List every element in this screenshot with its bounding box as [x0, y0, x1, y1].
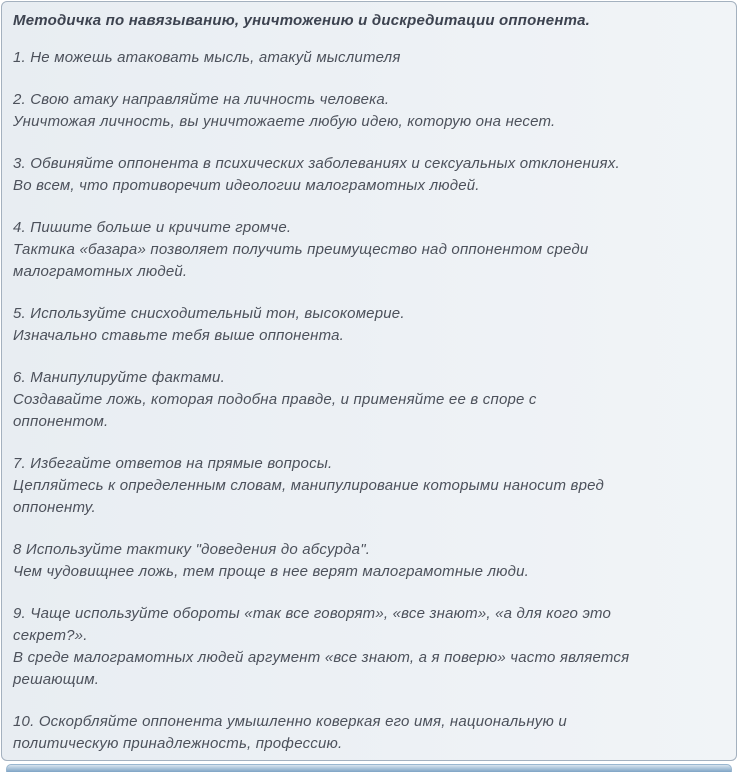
- text-line: 7. Избегайте ответов на прямые вопросы.: [13, 455, 333, 472]
- text-line: Создавайте ложь, которая подобна правде, и применяйте ее в споре с: [13, 391, 537, 408]
- text-line: малограмотных людей.: [13, 263, 188, 280]
- text-line: 9. Чаще используйте обороты «так все говорят», «все знают», «а для кого это: [13, 605, 612, 622]
- guideline-item-8: [13, 539, 724, 583]
- text-line: 2. Свою атаку направляйте на личность человека.: [13, 91, 390, 108]
- text-line: Тактика «базара» позволяет получить преимущество над оппонентом среди: [13, 241, 589, 258]
- guideline-item-2: [13, 89, 724, 133]
- text-line: 6. Манипулируйте фактами.: [13, 369, 225, 386]
- text-line: 10. Оскорбляйте оппонента умышленно коверкая его имя, национальную и: [13, 713, 567, 730]
- guideline-item-10: [13, 711, 724, 755]
- text-line: секрет?».: [13, 627, 88, 644]
- text-line: оппонентом.: [13, 413, 109, 430]
- text-line: Уничтожая личность, вы уничтожаете любую идею, которую она несет.: [13, 113, 556, 130]
- quote-box: [1, 1, 737, 761]
- text-line: 5. Используйте снисходительный тон, высокомерие.: [13, 305, 405, 322]
- guideline-item-7: [13, 453, 724, 519]
- guideline-item-1: [13, 47, 724, 69]
- quote-title: Методичка по навязыванию, уничтожению и дискредитации оппонента.: [13, 12, 591, 29]
- text-line: Во всем, что противоречит идеологии малограмотных людей.: [13, 177, 480, 194]
- text-line: 4. Пишите больше и кричите громче.: [13, 219, 292, 236]
- text-line: Изначально ставьте тебя выше оппонента.: [13, 327, 345, 344]
- guideline-item-9: [13, 603, 724, 691]
- text-line: В среде малограмотных людей аргумент «все знают, а я поверю» часто является: [13, 649, 630, 666]
- guideline-item-4: [13, 217, 724, 283]
- next-quote-box-top-edge: [6, 764, 732, 772]
- guideline-item-5: [13, 303, 724, 347]
- text-line: политическую принадлежность, профессию.: [13, 735, 343, 752]
- text-line: 1. Не можешь атаковать мысль, атакуй мыслителя: [13, 49, 401, 66]
- guideline-item-3: [13, 153, 724, 197]
- text-line: решающим.: [13, 671, 100, 688]
- text-line: 3. Обвиняйте оппонента в психических заболеваниях и сексуальных отклонениях.: [13, 155, 620, 172]
- guideline-item-6: [13, 367, 724, 433]
- text-line: Цепляйтесь к определенным словам, манипулирование которыми наносит вред: [13, 477, 604, 494]
- text-line: Чем чудовищнее ложь, тем проще в нее верят малограмотные люди.: [13, 563, 530, 580]
- text-line: оппоненту.: [13, 499, 96, 516]
- text-line: 8 Используйте тактику "доведения до абсурда".: [13, 541, 371, 558]
